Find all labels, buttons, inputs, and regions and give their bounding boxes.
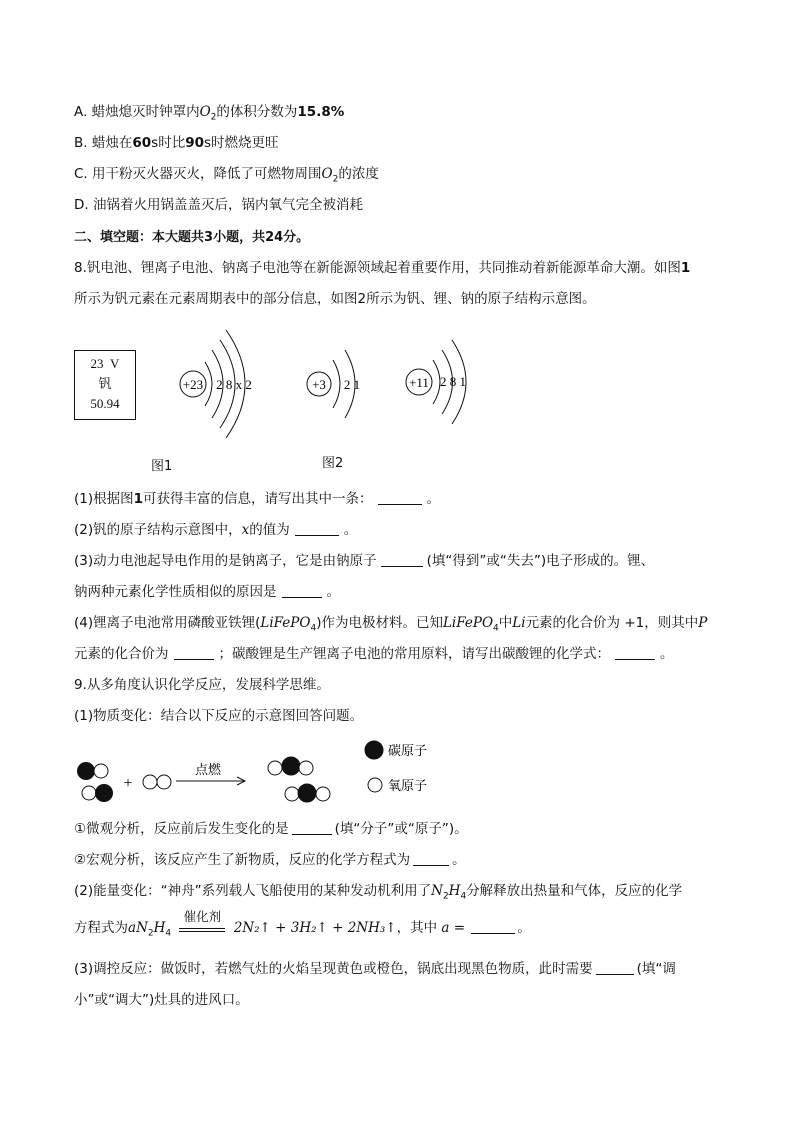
q8-sub3-line2-prefix: 钠两种元素化学性质相似的原因是	[74, 584, 277, 600]
q8-sub4-prefix: (4)锂离子电池常用磷酸亚铁锂(	[74, 615, 261, 631]
option-b-time1: 60	[132, 135, 152, 151]
q8-sub3-line2	[74, 582, 340, 602]
q8-text1: 钒电池、锂离子电池、钠离子电池等在新能源领域起着重要作用，共同推动着新能源革命大潮。如图	[86, 260, 681, 276]
oxygen-molecule	[143, 775, 171, 789]
oxygen-atom-icon	[368, 778, 382, 792]
q9-eq-post: ，其中	[396, 920, 438, 936]
q9-eq-end: 。	[517, 920, 531, 936]
element-card	[74, 350, 136, 420]
catalyst-condition	[179, 909, 225, 932]
answer-blank[interactable]	[378, 490, 422, 505]
q9-sub2-line1: (2)能量变化：“神舟”系列载人飞船使用的某种发动机利用了$N_2H_4$分解释放出热量和气体，反应的化学	[74, 883, 683, 902]
q9-number: 9.	[74, 677, 87, 693]
answer-blank[interactable]	[292, 820, 332, 835]
q9-macro-end: 。	[452, 852, 466, 868]
catalyst-label: 催化剂	[183, 909, 222, 924]
figure1-label: 图1	[151, 459, 173, 474]
q8-sub3-line2-end: 。	[326, 584, 340, 600]
q9-sub3-suffix: (填“调	[636, 961, 676, 977]
formula-subscript-2: 4	[493, 623, 499, 634]
q8-line2	[74, 289, 596, 309]
legend-carbon	[365, 741, 427, 759]
formula-n2h4-n: N	[431, 883, 443, 899]
legend-carbon-label: 碳原子	[388, 744, 428, 759]
atom-sodium	[406, 340, 466, 424]
equals-sign: =	[453, 920, 466, 936]
q9-eq-prefix: 方程式为	[74, 920, 128, 936]
q9-sub2-suffix: 分解释放出热量和气体，反应的化学	[466, 883, 683, 899]
figure2-label: 图2	[322, 456, 344, 471]
equation-products: 2N₂↑ + 3H₂↑ + 2NH₃↑	[233, 920, 397, 936]
element-symbol: V	[110, 356, 120, 371]
option-c-text: 的浓度	[338, 166, 379, 182]
q9-sub1: (1)物质变化：结合以下反应的示意图回答问题。	[74, 708, 364, 724]
answer-blank[interactable]	[596, 960, 634, 975]
section-count: 3	[204, 230, 214, 245]
reaction-arrow	[176, 777, 245, 785]
q9-micro-suffix: (填“分子”或“原子”)。	[334, 821, 468, 837]
option-a-prefix: A. 蜡烛熄灭时钟罩内	[74, 104, 200, 120]
q9-macro	[74, 850, 466, 870]
option-b-prefix: B. 蜡烛在	[74, 135, 133, 151]
option-c-prefix: C. 用干粉灭火器灭火，降低了可燃物周围	[74, 166, 322, 182]
option-c	[74, 164, 379, 190]
formula-lifepo4-2: LiFePO	[442, 615, 494, 631]
q8-sub4-mid2: 中	[498, 615, 513, 631]
atomic-number: 23	[90, 356, 104, 371]
oxygen-subscript-c: 2	[332, 174, 339, 185]
symbol-li: Li	[512, 615, 526, 631]
q9-intro	[74, 675, 330, 695]
option-b	[74, 133, 279, 153]
q8-sub4-line1	[74, 613, 707, 639]
q9-sub3-line2: 小”或“调大”)灶具的进风口。	[74, 992, 249, 1008]
oxygen-symbol: O	[199, 104, 211, 120]
answer-blank[interactable]	[295, 521, 339, 536]
q8-sub4-line2-mid: ；碳酸锂是生产锂离子电池的常用原料，请写出碳酸锂的化学式：	[218, 646, 610, 662]
q8-sub1	[74, 489, 440, 509]
q8-sub1-prefix: (1)根据图	[74, 491, 134, 507]
q9-sub3-line1	[74, 959, 676, 979]
oxygen-symbol-c: O	[321, 166, 333, 182]
element-name: 钒	[98, 376, 112, 391]
q8-sub1-end: 。	[426, 491, 441, 507]
reactant-molecules	[78, 763, 113, 802]
option-a-text: 的体积分数为	[216, 104, 298, 120]
coefficient-a: a	[128, 920, 137, 936]
q8-text2-suffix: 所示为钒、锂、钠的原子结构示意图。	[366, 291, 596, 307]
option-b-text: s时燃烧更旺	[204, 135, 279, 151]
q8-sub2	[74, 520, 357, 540]
q9-micro-prefix: ①微观分析，反应前后发生变化的是	[74, 821, 289, 837]
q8-line1	[74, 258, 690, 278]
q9-intro-text: 从多角度认识化学反应，发展科学思维。	[86, 677, 330, 693]
q8-sub1-text: 可获得丰富的信息，请写出其中一条：	[143, 491, 373, 507]
symbol-p: P	[698, 615, 708, 631]
answer-blank[interactable]	[174, 645, 214, 660]
q9-equation-line: 方程式为$aN_2H_4$ 催化剂 2N₂↑ + 3H₂↑ + 2NH₃↑，其中 a = 。	[74, 909, 531, 939]
section-title-prefix: 二、填空题：本大题共	[74, 230, 205, 245]
section-title-mid: 小题，共	[213, 230, 266, 245]
option-d: D. 油锅着火用锅盖盖灭后，锅内氧气完全被消耗	[74, 197, 363, 213]
atom-lithium	[307, 350, 360, 418]
q8-sub2-text: 的值为	[249, 522, 290, 538]
legend-oxygen	[368, 778, 427, 794]
q8-sub2-var: x	[241, 522, 250, 538]
q8-fig-ref2: 2	[357, 291, 367, 307]
coefficient-a-2: a	[441, 920, 450, 936]
answer-blank[interactable]	[282, 583, 322, 598]
q8-sub4-line2-end: 。	[660, 646, 674, 662]
q8-fig-ref1: 1	[680, 260, 691, 276]
section-title-suffix: 分。	[283, 230, 310, 245]
option-a	[74, 102, 344, 128]
lithium-shells: 2 1	[343, 377, 361, 392]
vanadium-shells: 2 8 x 2	[216, 377, 252, 392]
reaction-condition: 点燃	[194, 763, 222, 778]
q9-sub3-prefix: (3)调控反应：做饭时，若燃气灶的火焰呈现黄色或橙色，锅底出现黑色物质，此时需要	[74, 961, 593, 977]
q8-sub4-mid3: 元素的化合价为 +1，则其中	[525, 615, 699, 631]
q8-text2-prefix: 所示为钒元素在元素周期表中的部分信息，如图	[74, 291, 358, 307]
option-b-mid: s时比	[151, 135, 186, 151]
carbon-atom-icon	[365, 741, 383, 759]
q9-macro-prefix: ②宏观分析，该反应产生了新物质，反应的化学方程式为	[74, 852, 411, 868]
atomic-mass: 50.94	[90, 396, 120, 411]
q8-sub2-end: 。	[343, 522, 358, 538]
q8-number: 8.	[74, 260, 87, 276]
q8-sub3-prefix: (3)动力电池起导电作用的是钠离子，它是由钠原子	[74, 553, 377, 569]
product-molecules	[268, 757, 330, 802]
sodium-shells: 2 8 1	[440, 374, 466, 389]
q8-sub1-fig: 1	[133, 491, 144, 507]
q8-sub4-line2-prefix: 元素的化合价为	[74, 646, 169, 662]
legend-oxygen-label: 氧原子	[388, 779, 428, 794]
vanadium-nucleus: +23	[182, 377, 204, 392]
option-b-time2: 90	[185, 135, 204, 151]
q9-micro	[74, 819, 468, 839]
answer-blank[interactable]	[413, 851, 449, 866]
q9-sub2-prefix: (2)能量变化：“神舟”系列载人飞船使用的某种发动机利用了	[74, 883, 432, 899]
lithium-nucleus: +3	[312, 377, 326, 392]
atom-vanadium	[180, 330, 252, 438]
option-a-value: 15.8%	[297, 104, 345, 120]
oxygen-subscript: 2	[210, 112, 217, 123]
section-score: 24	[265, 230, 284, 245]
q8-sub2-prefix: (2)钒的原子结构示意图中，	[74, 522, 242, 538]
formula-subscript: 4	[310, 623, 317, 634]
plus-sign: +	[123, 775, 133, 792]
answer-blank[interactable]	[381, 552, 423, 567]
q8-sub3-text: (填“得到”或“失去”)电子形成的。锂、	[426, 553, 655, 569]
sodium-nucleus: +11	[409, 375, 429, 390]
section-header	[74, 228, 309, 248]
q8-sub4-mid: )作为电极材料。已知	[316, 615, 443, 631]
answer-blank[interactable]	[471, 919, 515, 934]
q8-sub3-line1	[74, 551, 654, 571]
answer-blank[interactable]	[615, 645, 655, 660]
formula-lifepo4: LiFePO	[260, 615, 311, 631]
q8-sub4-line2	[74, 644, 674, 664]
